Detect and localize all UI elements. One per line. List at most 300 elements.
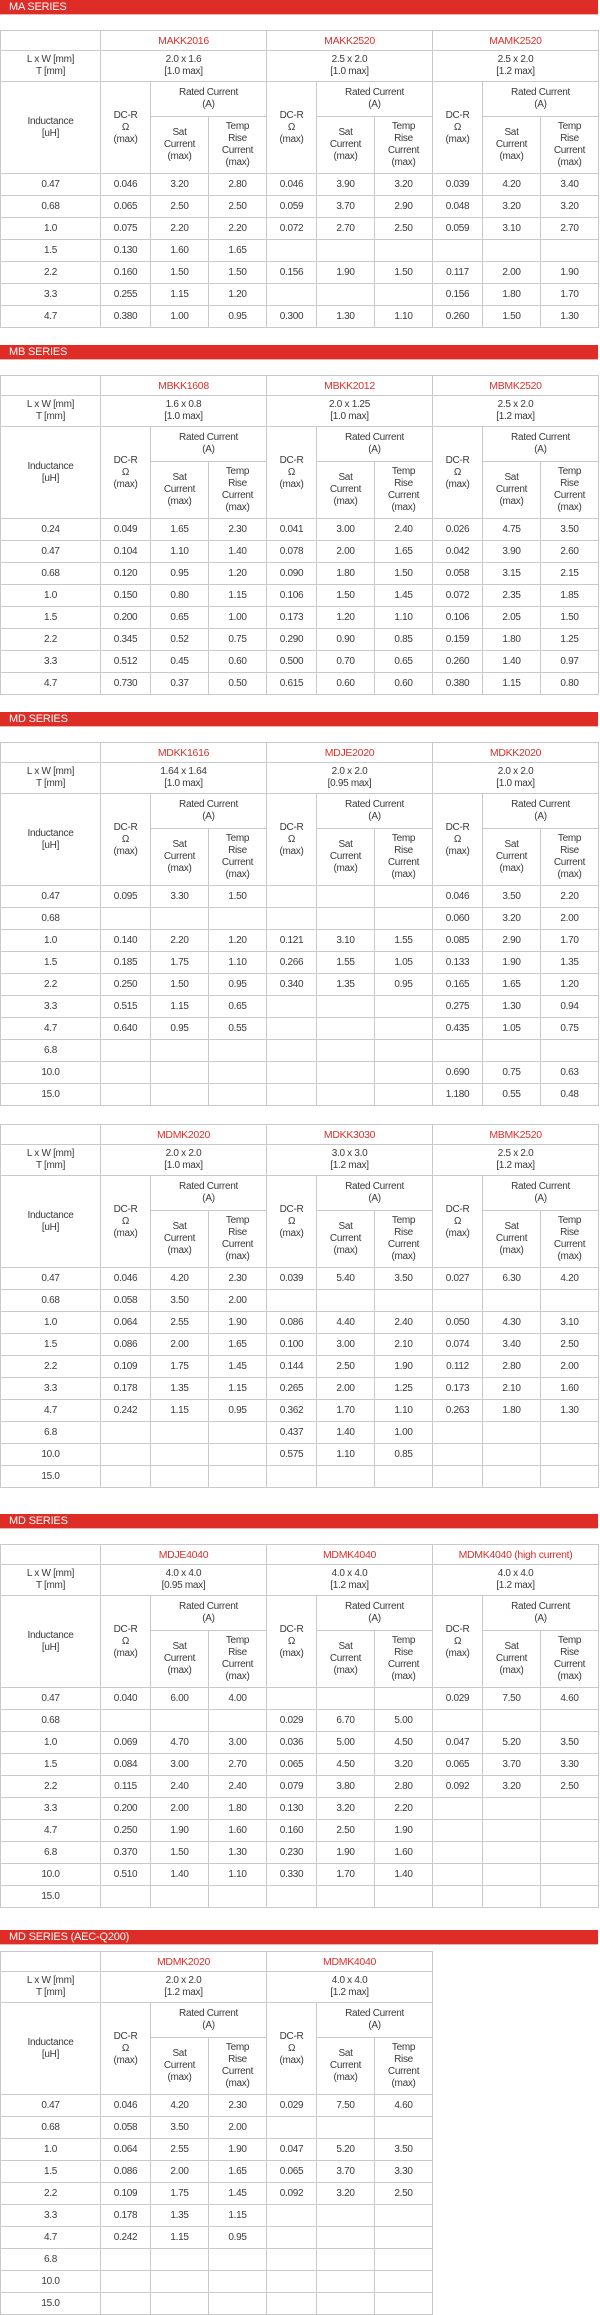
header-text: (max) xyxy=(557,157,582,168)
header-text: (max) xyxy=(391,1251,416,1262)
spec-value xyxy=(267,2205,317,2227)
sat-current-header xyxy=(151,1631,209,1688)
header-text: Current xyxy=(553,145,586,156)
model-row xyxy=(1,1125,599,1145)
spec-value xyxy=(375,2271,433,2293)
inductance-value: 0.68 xyxy=(1,2117,101,2139)
spec-value: 3.00 xyxy=(317,519,375,541)
spec-value: 2.70 xyxy=(317,218,375,240)
header-text: (max) xyxy=(557,869,582,880)
spec-value: 0.515 xyxy=(101,996,151,1018)
model-name: MAMK2520 xyxy=(433,31,599,51)
inductance-value: 15.0 xyxy=(1,1886,101,1908)
spec-value: 0.575 xyxy=(267,1444,317,1466)
inductance-value: 0.47 xyxy=(1,886,101,908)
spec-value xyxy=(375,996,433,1018)
header-text: (max) xyxy=(499,1245,524,1256)
spec-value xyxy=(541,1710,599,1732)
header-text: (max) xyxy=(557,1251,582,1262)
dcr-header xyxy=(433,1596,483,1688)
spec-value: 2.50 xyxy=(151,196,209,218)
table-row xyxy=(1,886,599,908)
spec-value xyxy=(151,2271,209,2293)
header-text: Temp xyxy=(557,466,582,477)
spec-value: 0.078 xyxy=(267,541,317,563)
spec-table xyxy=(0,1544,599,1908)
header-text: Rise xyxy=(394,1647,413,1658)
model-name: MDKK3030 xyxy=(267,1125,433,1145)
header-text: Temp xyxy=(391,833,416,844)
spec-value: 1.50 xyxy=(151,1842,209,1864)
table-row xyxy=(1,519,599,541)
spec-value: 3.20 xyxy=(317,2183,375,2205)
spec-value xyxy=(317,1886,375,1908)
spec-value: 4.40 xyxy=(317,1312,375,1334)
header-text: [1.0 max] xyxy=(164,1160,203,1171)
spec-value xyxy=(483,1842,541,1864)
spec-value: 2.50 xyxy=(541,1334,599,1356)
header-text: T [mm] xyxy=(35,1580,66,1591)
spec-value: 0.380 xyxy=(433,673,483,695)
spec-value: 1.80 xyxy=(483,284,541,306)
header-text: Ω xyxy=(121,1215,130,1227)
inductance-value: 0.47 xyxy=(1,2095,101,2117)
spec-value: 1.30 xyxy=(483,996,541,1018)
spec-value: 0.45 xyxy=(151,651,209,673)
spec-value xyxy=(101,1040,151,1062)
header-text: Temp xyxy=(557,121,582,132)
inductance-value: 10.0 xyxy=(1,1444,101,1466)
spec-value xyxy=(101,1422,151,1444)
header-text: Sat xyxy=(172,127,187,138)
spec-value: 0.104 xyxy=(101,541,151,563)
header-text: Sat xyxy=(172,472,187,483)
header-text: Current xyxy=(553,490,586,501)
spec-value: 0.200 xyxy=(101,607,151,629)
spec-value: 2.30 xyxy=(209,1268,267,1290)
spec-value: 0.242 xyxy=(101,2227,151,2249)
model-name: MBMK2520 xyxy=(433,376,599,396)
inductance-value: 3.3 xyxy=(1,996,101,1018)
inductance-value: 4.7 xyxy=(1,673,101,695)
spec-value: 1.70 xyxy=(541,284,599,306)
header-text: Inductance xyxy=(27,1209,74,1221)
dimension-label xyxy=(1,51,101,82)
model-name: MBKK1608 xyxy=(101,376,267,396)
header-text: Temp xyxy=(557,1215,582,1226)
inductance-value: 0.68 xyxy=(1,196,101,218)
inductance-header xyxy=(1,1176,101,1268)
inductance-value: 1.0 xyxy=(1,1732,101,1754)
spec-value: 1.10 xyxy=(209,1864,267,1886)
spec-value xyxy=(267,1466,317,1488)
spec-value: 1.15 xyxy=(483,673,541,695)
table-row xyxy=(1,1688,599,1710)
header-text: Rated Current xyxy=(179,1601,238,1612)
header-text: Current xyxy=(163,2060,196,2071)
spec-value xyxy=(151,2293,209,2315)
spec-value: 3.10 xyxy=(541,1312,599,1334)
rated-current-header xyxy=(317,1596,433,1631)
header-text: L x W [mm] xyxy=(26,399,75,410)
header-text: (A) xyxy=(202,1193,215,1204)
header-text: Current xyxy=(329,1233,362,1244)
header-text: Sat xyxy=(338,472,353,483)
dcr-header xyxy=(267,1176,317,1268)
model-dimensions xyxy=(101,1972,267,2003)
header-text: Sat xyxy=(338,2048,353,2059)
header-text: Ω xyxy=(121,1635,130,1647)
spec-value xyxy=(433,1842,483,1864)
spec-value: 0.029 xyxy=(433,1688,483,1710)
header-text: Temp xyxy=(391,466,416,477)
spec-value: 0.510 xyxy=(101,1864,151,1886)
spec-value: 3.50 xyxy=(151,1290,209,1312)
spec-value: 1.30 xyxy=(317,306,375,328)
spec-value: 0.086 xyxy=(101,2161,151,2183)
header-text: Rated Current xyxy=(179,2008,238,2019)
spec-value xyxy=(541,240,599,262)
header-text: Ω xyxy=(287,2042,296,2054)
table-row xyxy=(1,1732,599,1754)
spec-value: 0.050 xyxy=(433,1312,483,1334)
spec-value: 0.178 xyxy=(101,2205,151,2227)
model-dimensions xyxy=(101,763,267,794)
header-text: Sat xyxy=(338,1641,353,1652)
header-text: Current xyxy=(163,851,196,862)
spec-value: 1.90 xyxy=(541,262,599,284)
header-text: Current xyxy=(495,139,528,150)
header-text: Current xyxy=(553,1239,586,1250)
spec-value: 0.074 xyxy=(433,1334,483,1356)
header-text: 2.5 x 2.0 xyxy=(497,54,534,65)
spec-value: 0.265 xyxy=(267,1378,317,1400)
spec-value xyxy=(375,1062,433,1084)
table-row xyxy=(1,1334,599,1356)
spec-value: 1.50 xyxy=(375,262,433,284)
inductance-value: 1.5 xyxy=(1,1334,101,1356)
header-text: 2.5 x 2.0 xyxy=(497,1148,534,1159)
header-text: Rated Current xyxy=(179,432,238,443)
model-name: MDMK4040 xyxy=(267,1545,433,1565)
spec-value: 3.20 xyxy=(317,1798,375,1820)
header-text: Temp xyxy=(391,121,416,132)
header-text: Current xyxy=(387,490,420,501)
spec-value: 0.072 xyxy=(267,218,317,240)
header-text: (max) xyxy=(225,1251,250,1262)
dcr-header xyxy=(267,82,317,174)
spec-value: 0.290 xyxy=(267,629,317,651)
spec-value xyxy=(541,1422,599,1444)
header-text: (max) xyxy=(391,1671,416,1682)
spec-value: 0.092 xyxy=(433,1776,483,1798)
header-text: 1.64 x 1.64 xyxy=(160,766,207,777)
dcr-header xyxy=(101,2003,151,2095)
spec-value: 1.90 xyxy=(317,1842,375,1864)
spec-value: 6.00 xyxy=(151,1688,209,1710)
spec-value xyxy=(317,908,375,930)
spec-value: 0.040 xyxy=(101,1688,151,1710)
spec-value xyxy=(317,1062,375,1084)
header-text: (max) xyxy=(333,1245,358,1256)
spec-value xyxy=(317,1018,375,1040)
sat-current-header xyxy=(151,117,209,174)
header-text: Ω xyxy=(453,833,462,845)
series-banner: MD SERIES xyxy=(0,1514,598,1529)
spec-value: 2.50 xyxy=(375,2183,433,2205)
spec-value: 1.15 xyxy=(209,2205,267,2227)
spec-value: 0.65 xyxy=(151,607,209,629)
corner-cell xyxy=(1,376,101,396)
header-text: Rise xyxy=(228,1227,247,1238)
table-row xyxy=(1,1422,599,1444)
sat-current-header xyxy=(151,462,209,519)
header-text: DC-R xyxy=(445,454,470,466)
spec-value: 1.50 xyxy=(317,585,375,607)
spec-value xyxy=(483,1864,541,1886)
table-row xyxy=(1,262,599,284)
model-dimensions xyxy=(267,51,433,82)
spec-value: 0.079 xyxy=(267,1776,317,1798)
spec-value: 1.10 xyxy=(375,607,433,629)
header-text: (max) xyxy=(391,502,416,513)
header-text: (max) xyxy=(391,869,416,880)
spec-value: 0.185 xyxy=(101,952,151,974)
spec-value xyxy=(267,886,317,908)
header-text: Sat xyxy=(338,1221,353,1232)
spec-value: 1.40 xyxy=(209,541,267,563)
dimension-label xyxy=(1,1145,101,1176)
spec-value xyxy=(209,1710,267,1732)
table-row xyxy=(1,1062,599,1084)
spec-value: 0.437 xyxy=(267,1422,317,1444)
spec-value xyxy=(375,1290,433,1312)
spec-value: 2.20 xyxy=(151,218,209,240)
spec-value xyxy=(267,1886,317,1908)
spec-value xyxy=(267,1040,317,1062)
spec-value xyxy=(151,1466,209,1488)
spec-value xyxy=(483,1290,541,1312)
header-text: Ω xyxy=(453,466,462,478)
spec-value xyxy=(209,1040,267,1062)
header-text: (max) xyxy=(113,1227,138,1239)
spec-value: 2.50 xyxy=(375,218,433,240)
temp-rise-current-header xyxy=(375,462,433,519)
header-text: (max) xyxy=(113,478,138,490)
spec-value xyxy=(101,1466,151,1488)
inductance-value: 6.8 xyxy=(1,1842,101,1864)
header-text: (max) xyxy=(333,2072,358,2083)
header-text: [1.2 max] xyxy=(330,1987,369,1998)
table-row xyxy=(1,240,599,262)
spec-value xyxy=(101,1710,151,1732)
header-text: DC-R xyxy=(113,454,138,466)
header-text: Rise xyxy=(394,2054,413,2065)
spec-value: 5.20 xyxy=(483,1732,541,1754)
header-text: (A) xyxy=(368,99,381,110)
header-text: DC-R xyxy=(113,109,138,121)
spec-value: 0.50 xyxy=(209,673,267,695)
header-text: (max) xyxy=(333,151,358,162)
spec-value: 0.55 xyxy=(209,1018,267,1040)
model-dimensions xyxy=(267,763,433,794)
header-text: DC-R xyxy=(279,1203,304,1215)
spec-value: 0.042 xyxy=(433,541,483,563)
sat-current-header xyxy=(483,117,541,174)
spec-value: 0.165 xyxy=(433,974,483,996)
table-row xyxy=(1,174,599,196)
header-text: Sat xyxy=(504,1641,519,1652)
rated-current-header xyxy=(151,1596,267,1631)
header-text: (max) xyxy=(333,496,358,507)
header-text: (max) xyxy=(167,1665,192,1676)
inductance-value: 3.3 xyxy=(1,651,101,673)
header-text: [uH] xyxy=(41,1221,60,1233)
spec-value xyxy=(317,1290,375,1312)
spec-value: 0.250 xyxy=(101,974,151,996)
header-text: Current xyxy=(387,145,420,156)
spec-value xyxy=(375,1688,433,1710)
header-text: Current xyxy=(221,857,254,868)
spec-value: 1.50 xyxy=(151,974,209,996)
spec-value xyxy=(101,2271,151,2293)
header-text: Rise xyxy=(394,133,413,144)
header-text: Rise xyxy=(560,1647,579,1658)
spec-value xyxy=(209,1886,267,1908)
spec-value: 2.00 xyxy=(541,1356,599,1378)
inductance-value: 3.3 xyxy=(1,284,101,306)
sat-current-header xyxy=(317,1631,375,1688)
spec-value: 2.00 xyxy=(151,1798,209,1820)
spec-value: 1.45 xyxy=(209,2183,267,2205)
spec-value xyxy=(209,1466,267,1488)
header-text: Ω xyxy=(453,1215,462,1227)
spec-value: 2.60 xyxy=(541,541,599,563)
spec-value xyxy=(317,2293,375,2315)
spec-value: 1.65 xyxy=(375,541,433,563)
spec-value xyxy=(541,1820,599,1842)
inductance-value: 0.68 xyxy=(1,1290,101,1312)
spec-value: 1.30 xyxy=(541,1400,599,1422)
spec-value: 0.173 xyxy=(433,1378,483,1400)
spec-value xyxy=(317,996,375,1018)
spec-value: 3.50 xyxy=(483,886,541,908)
header-text: Current xyxy=(163,139,196,150)
corner-cell xyxy=(1,31,101,51)
header-text: (max) xyxy=(445,478,470,490)
spec-value: 1.50 xyxy=(375,563,433,585)
spec-value: 0.130 xyxy=(267,1798,317,1820)
header-text: Temp xyxy=(391,1635,416,1646)
spec-value: 1.35 xyxy=(151,2205,209,2227)
header-text: (max) xyxy=(445,1227,470,1239)
dimension-row xyxy=(1,51,599,82)
spec-value: 0.065 xyxy=(267,2161,317,2183)
spec-table xyxy=(0,742,599,1106)
spec-value xyxy=(375,2227,433,2249)
header-text: (max) xyxy=(167,2072,192,2083)
corner-cell xyxy=(1,1952,101,1972)
header-text: Rise xyxy=(394,478,413,489)
spec-value: 1.90 xyxy=(375,1356,433,1378)
inductance-value: 0.47 xyxy=(1,1268,101,1290)
header-text: (A) xyxy=(202,444,215,455)
spec-value: 0.046 xyxy=(101,174,151,196)
table-row xyxy=(1,996,599,1018)
spec-value: 2.40 xyxy=(151,1776,209,1798)
spec-value: 3.20 xyxy=(151,174,209,196)
header-text: Rise xyxy=(228,1647,247,1658)
inductance-value: 0.68 xyxy=(1,563,101,585)
header-text: 3.0 x 3.0 xyxy=(331,1148,368,1159)
spec-value xyxy=(375,1084,433,1106)
sat-current-header xyxy=(317,1211,375,1268)
header-text: Rise xyxy=(560,1227,579,1238)
header-row xyxy=(1,427,599,462)
inductance-value: 4.7 xyxy=(1,2227,101,2249)
spec-value: 0.046 xyxy=(101,2095,151,2117)
table-row xyxy=(1,1312,599,1334)
spec-value: 1.70 xyxy=(541,930,599,952)
header-text: Inductance xyxy=(27,1629,74,1641)
spec-value: 0.200 xyxy=(101,1798,151,1820)
header-text: Rise xyxy=(560,478,579,489)
spec-value xyxy=(267,2249,317,2271)
model-name: MDJE2020 xyxy=(267,743,433,763)
header-text: (max) xyxy=(333,863,358,874)
header-text: Ω xyxy=(453,121,462,133)
header-text: (max) xyxy=(167,863,192,874)
spec-value: 0.435 xyxy=(433,1018,483,1040)
spec-value: 2.40 xyxy=(209,1776,267,1798)
spec-value: 2.00 xyxy=(151,2161,209,2183)
header-text: L x W [mm] xyxy=(26,766,75,777)
spec-value xyxy=(541,1290,599,1312)
header-text: DC-R xyxy=(113,2030,138,2042)
header-text: Temp xyxy=(225,121,250,132)
spec-value xyxy=(317,2205,375,2227)
spec-value: 0.615 xyxy=(267,673,317,695)
header-text: DC-R xyxy=(445,1623,470,1635)
temp-rise-current-header xyxy=(541,829,599,886)
spec-value: 0.046 xyxy=(433,886,483,908)
spec-value: 0.159 xyxy=(433,629,483,651)
spec-value: 0.75 xyxy=(483,1062,541,1084)
dcr-header xyxy=(267,1596,317,1688)
spec-value: 0.230 xyxy=(267,1842,317,1864)
spec-value: 0.512 xyxy=(101,651,151,673)
table-row xyxy=(1,218,599,240)
header-text: Sat xyxy=(504,127,519,138)
table-row xyxy=(1,952,599,974)
sat-current-header xyxy=(151,829,209,886)
spec-value: 0.112 xyxy=(433,1356,483,1378)
inductance-value: 0.68 xyxy=(1,1710,101,1732)
spec-value: 1.40 xyxy=(151,1864,209,1886)
series-section xyxy=(0,328,600,695)
spec-value: 2.50 xyxy=(541,1776,599,1798)
header-text: DC-R xyxy=(445,1203,470,1215)
spec-value: 0.345 xyxy=(101,629,151,651)
header-text: (max) xyxy=(279,133,304,145)
dcr-header xyxy=(433,82,483,174)
header-text: [1.0 max] xyxy=(496,778,535,789)
spec-value: 1.25 xyxy=(541,629,599,651)
spec-value: 3.15 xyxy=(483,563,541,585)
spec-value xyxy=(209,1444,267,1466)
spec-value: 0.047 xyxy=(267,2139,317,2161)
spec-value: 0.065 xyxy=(433,1754,483,1776)
